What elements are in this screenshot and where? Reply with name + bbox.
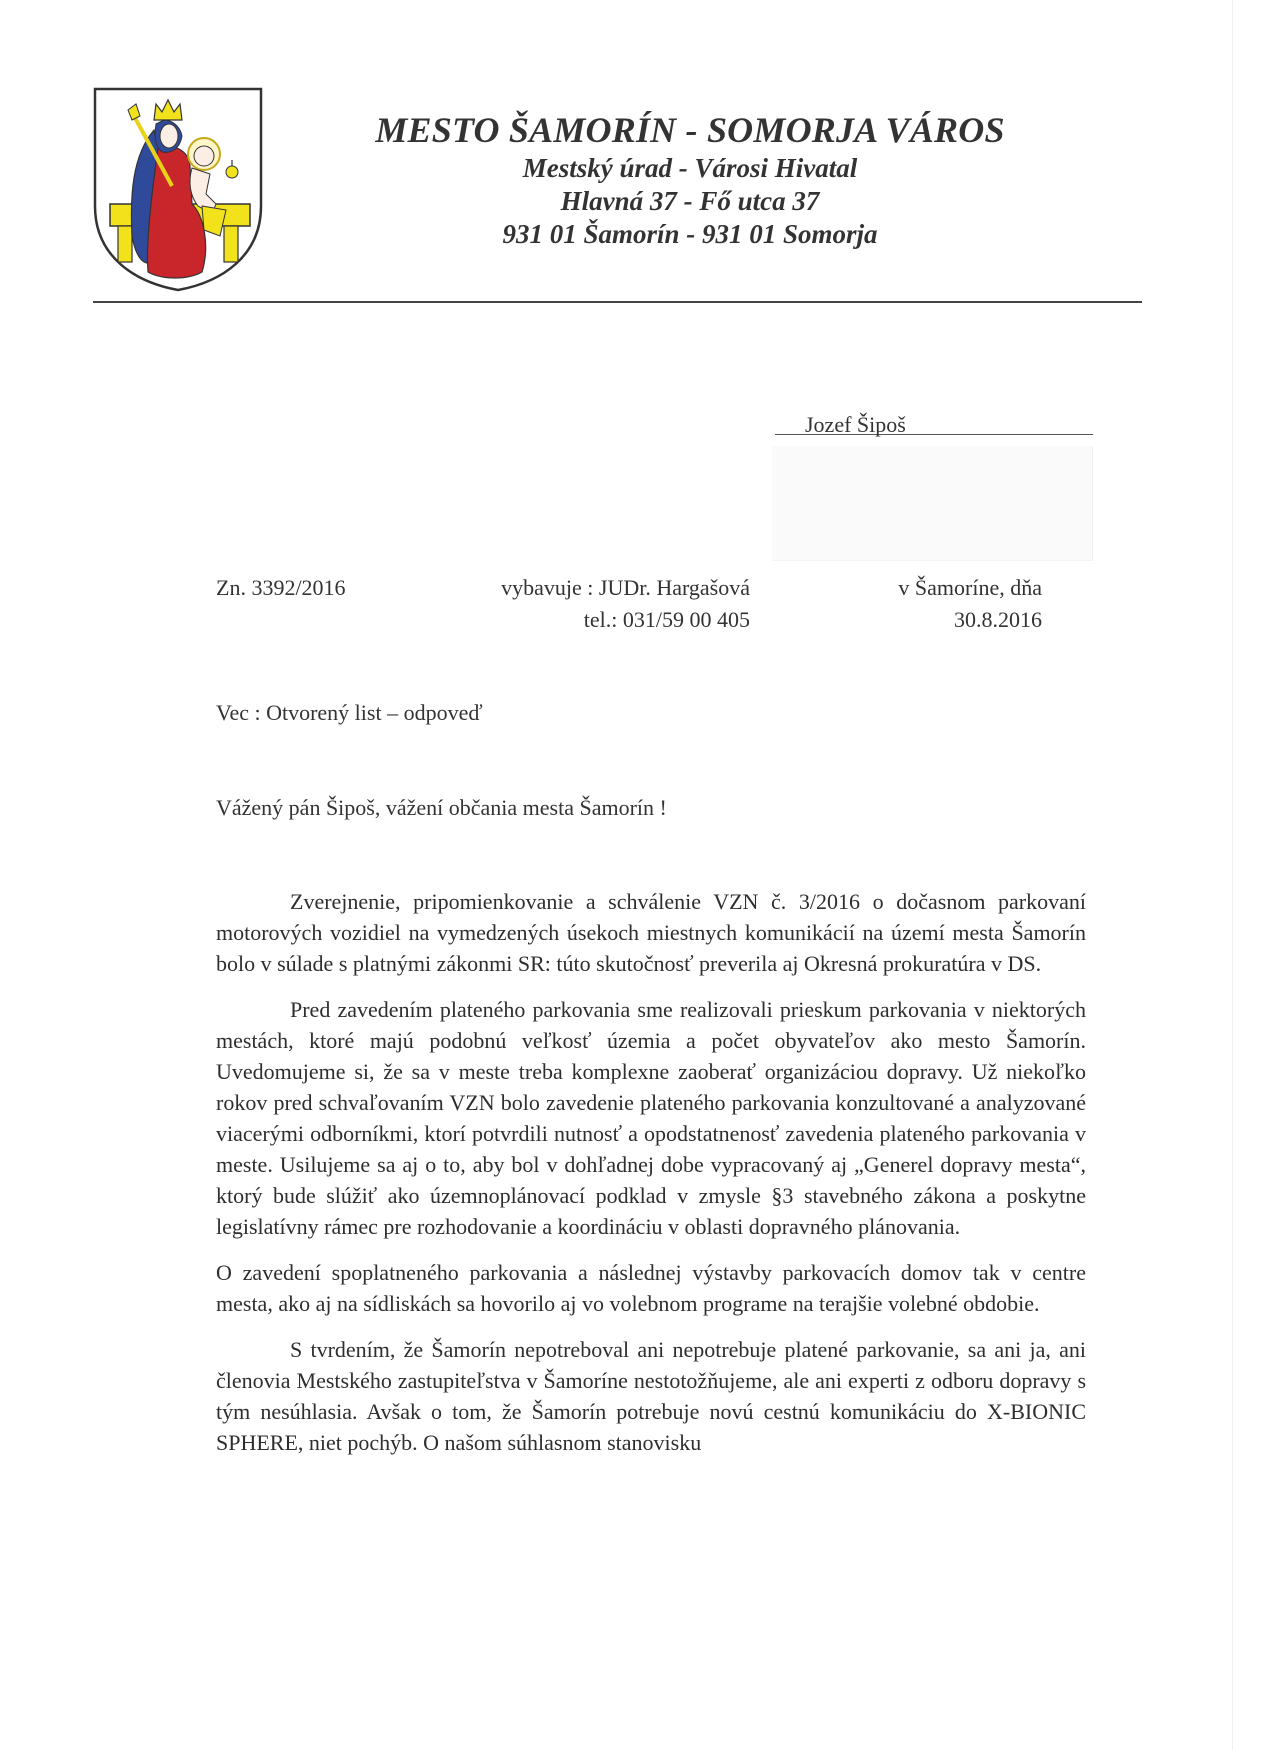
header-divider bbox=[93, 301, 1142, 303]
addressee-name: Jozef Šipoš bbox=[805, 412, 906, 437]
redacted-address-area bbox=[772, 446, 1093, 561]
handler-block bbox=[452, 572, 750, 636]
letterhead-street: Hlavná 37 - Fő utca 37 bbox=[560, 186, 820, 216]
place-text: v Šamoríne, dňa bbox=[898, 575, 1042, 600]
letter-body bbox=[216, 886, 1086, 1473]
subject-line: Vec : Otvorený list – odpoveď bbox=[216, 700, 483, 725]
letterhead-title: MESTO ŠAMORÍN - SOMORJA VÁROS bbox=[375, 110, 1005, 150]
coat-of-arms-icon bbox=[92, 86, 264, 292]
addressee-block bbox=[775, 412, 1093, 435]
date-text: 30.8.2016 bbox=[954, 607, 1042, 632]
body-paragraph: O zavedení spoplatneného parkovania a následnej výstavby parkovacích domov tak v centre mesta, ako aj na sídliskách sa hovorilo aj vo volebnom programe na terajšie volebné obdobie. bbox=[216, 1260, 1086, 1316]
scan-page-edge bbox=[1232, 0, 1233, 1750]
salutation: Vážený pán Šipoš, vážení občania mesta Šamorín ! bbox=[216, 795, 667, 820]
place-date-block bbox=[830, 572, 1042, 636]
body-paragraph: Pred zavedením plateného parkovania sme realizovali prieskum parkovania v niektorých mestách, ktoré majú podobnú veľkosť územia a počet obyvateľov ako mesto Šamorín. Uvedomujeme si, že sa v meste treba komplexne zaoberať organizáciou dopravy. Už niekoľko rokov pred schvaľovaním VZN bolo zavedenie plateného parkovania konzultované a analyzované viacerými odborníkmi, ktorí potvrdili nutnosť a opodstatnenosť zavedenia plateného parkovania v meste. Usilujeme sa aj o to, aby bol v dohľadnej dobe vypracovaný aj „Generel dopravy mesta“, ktorý bude slúžiť ako územnoplánovací podklad v zmysle §3 stavebného zákona a poskytne legislatívny rámec pre rozhodovanie a koordináciu v oblasti dopravného plánovania. bbox=[216, 997, 1086, 1239]
handler-name: vybavuje : JUDr. Hargašová bbox=[501, 575, 750, 600]
letterhead-office: Mestský úrad - Városi Hivatal bbox=[522, 153, 858, 183]
reference-number bbox=[216, 572, 346, 604]
letterhead-city: 931 01 Šamorín - 931 01 Somorja bbox=[502, 219, 878, 249]
reference-number-text: Zn. 3392/2016 bbox=[216, 575, 346, 600]
body-paragraph: Zverejnenie, pripomienkovanie a schválenie VZN č. 3/2016 o dočasnom parkovaní motorových vozidiel na vymedzených úsekoch miestnych komunikácií na území mesta Šamorín bolo v súlade s platnými zákonmi SR: túto skutočnosť preverila aj Okresná prokuratúra v DS. bbox=[216, 889, 1086, 976]
body-paragraph: S tvrdením, že Šamorín nepotreboval ani nepotrebuje platené parkovanie, sa ani ja, ani členovia Mestského zastupiteľstva v Šamoríne nestotožňujeme, ale ani experti z odboru dopravy s tým nesúhlasia. Avšak o tom, že Šamorín potrebuje novú cestnú komunikáciu do X-BIONIC SPHERE, niet pochýb. O našom súhlasnom stanovisku bbox=[216, 1337, 1086, 1455]
letterhead bbox=[330, 108, 1050, 251]
handler-phone: tel.: 031/59 00 405 bbox=[583, 607, 750, 632]
